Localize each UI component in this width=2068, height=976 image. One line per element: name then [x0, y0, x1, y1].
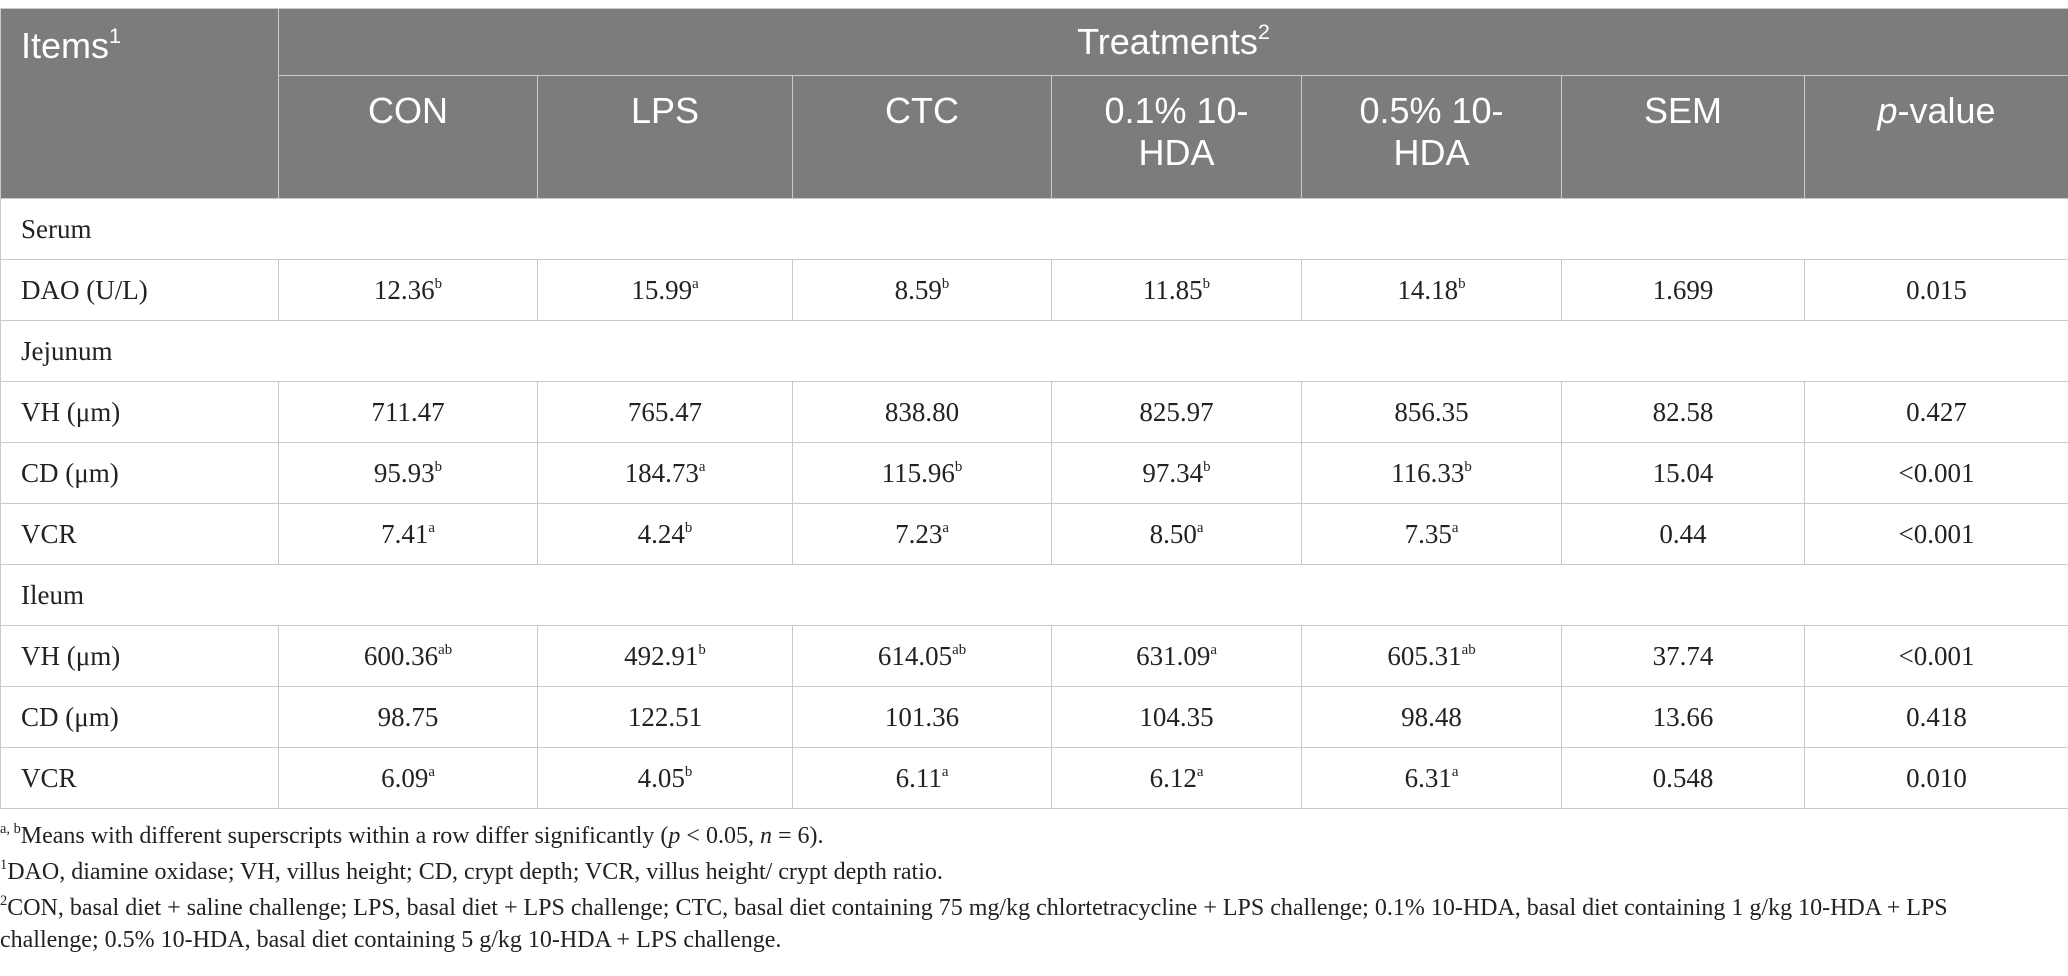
data-table	[0, 8, 2068, 809]
cell-value: 116.33	[1391, 457, 1465, 488]
table-cell	[793, 260, 1052, 321]
cell-superscript: a	[1451, 763, 1459, 780]
table-cell	[279, 504, 538, 565]
cell-value: 104.35	[1139, 701, 1214, 732]
table-row	[1, 443, 2068, 504]
row-label: VCR	[1, 504, 279, 565]
row-label: VCR	[1, 748, 279, 809]
cell-superscript: b	[434, 458, 443, 475]
cell-value: <0.001	[1898, 518, 1975, 549]
cell-value: 98.48	[1401, 701, 1462, 732]
table-row	[1, 260, 2068, 321]
cell-value: 101.36	[884, 701, 960, 732]
cell-value: 98.75	[377, 701, 439, 732]
table-cell	[793, 626, 1052, 687]
cell-value: 11.85	[1142, 274, 1203, 305]
table-cell	[1052, 443, 1302, 504]
table-cell	[1562, 504, 1805, 565]
cell-superscript: a	[942, 519, 949, 536]
table-cell	[793, 504, 1052, 565]
table-row	[1, 626, 2068, 687]
row-label: VH (μm)	[1, 382, 279, 443]
cell-value: 7.41	[381, 518, 429, 549]
table-cell	[1052, 260, 1302, 321]
cell-superscript: a	[1196, 519, 1204, 536]
table-cell	[538, 443, 793, 504]
cell-value: 838.80	[884, 396, 960, 427]
row-label: CD (μm)	[1, 443, 279, 504]
cell-value: 4.24	[637, 518, 685, 549]
header-hda-01: 0.1% 10-HDA	[1052, 76, 1302, 199]
table-cell	[793, 748, 1052, 809]
cell-value: 95.93	[373, 457, 435, 488]
footnotes	[0, 820, 2040, 960]
header-items: Items$^1$	[1, 9, 279, 199]
cell-value: 856.35	[1394, 396, 1469, 427]
cell-superscript: b	[1458, 275, 1466, 292]
table-cell	[538, 687, 793, 748]
table-cell	[1302, 687, 1562, 748]
table-cell	[1302, 382, 1562, 443]
table-cell	[279, 748, 538, 809]
table-cell	[538, 504, 793, 565]
cell-value: 8.59	[894, 274, 942, 305]
table-cell	[1052, 687, 1302, 748]
footnote-2: $^2$CON, basal diet + saline challenge; LPS, basal diet + LPS challenge; CTC, basal diet containing 75 mg/kg chlortetracycline + LPS challenge; 0.1% 10-HDA, basal diet containing 1 g/kg 10-HDA + LPS challenge; 0.5% 10-HDA, basal diet containing 5 g/kg 10-HDA + LPS challenge.	[0, 892, 1948, 953]
cell-value: 15.99	[631, 274, 693, 305]
header-con: CON	[279, 76, 538, 199]
table-row	[1, 748, 2068, 809]
table-cell	[279, 626, 538, 687]
cell-value: 825.97	[1139, 396, 1214, 427]
table-cell	[1562, 382, 1805, 443]
cell-value: <0.001	[1898, 457, 1975, 488]
cell-value: 492.91	[624, 640, 699, 671]
cell-value: 6.09	[381, 762, 429, 793]
cell-superscript: a	[698, 458, 706, 475]
cell-superscript: a	[428, 519, 435, 536]
table-cell	[1562, 626, 1805, 687]
table-row	[1, 504, 2068, 565]
table-cell	[793, 687, 1052, 748]
cell-value: 13.66	[1652, 701, 1714, 732]
cell-value: 6.12	[1149, 762, 1197, 793]
table-cell	[1805, 687, 2068, 748]
table-cell	[1805, 260, 2068, 321]
cell-superscript: a	[1210, 641, 1217, 658]
cell-value: 15.04	[1652, 457, 1714, 488]
table-cell	[1805, 626, 2068, 687]
cell-superscript: a	[941, 763, 949, 780]
cell-value: 0.44	[1659, 518, 1707, 549]
cell-value: 600.36	[363, 640, 439, 671]
table-row	[1, 687, 2068, 748]
cell-value: 122.51	[627, 701, 703, 732]
cell-value: 0.548	[1652, 762, 1714, 793]
table-cell	[1302, 748, 1562, 809]
cell-value: 0.015	[1906, 274, 1967, 305]
table-cell	[1052, 748, 1302, 809]
header-treatments: Treatments$^2$	[279, 9, 2068, 76]
cell-superscript: ab	[1461, 641, 1476, 658]
cell-superscript: ab	[438, 641, 453, 658]
table-cell	[1052, 382, 1302, 443]
table-cell	[1052, 626, 1302, 687]
cell-value: 7.23	[895, 518, 943, 549]
cell-superscript: b	[1203, 458, 1211, 475]
cell-value: 14.18	[1397, 274, 1459, 305]
table-cell	[1562, 443, 1805, 504]
header-sem: SEM	[1562, 76, 1805, 199]
cell-superscript: a	[428, 763, 435, 780]
table-cell	[538, 382, 793, 443]
cell-value: 37.74	[1652, 640, 1714, 671]
cell-superscript: ab	[952, 641, 967, 658]
section-row-ileum: Ileum	[1, 565, 2068, 626]
section-row-jejunum: Jejunum	[1, 321, 2068, 382]
cell-superscript: b	[1464, 458, 1472, 475]
header-pvalue: p-value	[1805, 76, 2068, 199]
table-cell	[1052, 504, 1302, 565]
cell-value: 631.09	[1136, 640, 1211, 671]
cell-value: 7.35	[1404, 518, 1452, 549]
cell-superscript: b	[684, 763, 693, 780]
table-cell	[1805, 748, 2068, 809]
row-label: CD (μm)	[1, 687, 279, 748]
table-cell	[1562, 687, 1805, 748]
cell-superscript: b	[941, 275, 950, 292]
table-cell	[1562, 748, 1805, 809]
cell-superscript: b	[954, 458, 963, 475]
footnote-1: $^1$DAO, diamine oxidase; VH, villus height; CD, crypt depth; VCR, villus height/ crypt depth ratio.	[0, 856, 943, 885]
table-cell	[538, 748, 793, 809]
header-ctc: CTC	[793, 76, 1052, 199]
table-cell	[1302, 504, 1562, 565]
table-cell	[1805, 443, 2068, 504]
cell-value: 605.31	[1387, 640, 1462, 671]
cell-superscript: a	[1196, 763, 1204, 780]
table-cell	[279, 260, 538, 321]
table-cell	[1302, 443, 1562, 504]
table-cell	[1805, 382, 2068, 443]
header-hda-05: 0.5% 10-HDA	[1302, 76, 1562, 199]
table-cell	[538, 260, 793, 321]
cell-value: 6.31	[1404, 762, 1452, 793]
table-cell	[1805, 504, 2068, 565]
cell-value: 12.36	[373, 274, 435, 305]
cell-superscript: b	[698, 641, 706, 658]
cell-value: 765.47	[627, 396, 703, 427]
cell-value: 97.34	[1142, 457, 1204, 488]
cell-superscript: a	[692, 275, 699, 292]
table-cell	[793, 443, 1052, 504]
cell-value: 0.427	[1906, 396, 1967, 427]
cell-value: 6.11	[895, 762, 942, 793]
table-cell	[1302, 626, 1562, 687]
cell-superscript: a	[1451, 519, 1459, 536]
cell-value: 4.05	[637, 762, 685, 793]
cell-value: 0.418	[1906, 701, 1967, 732]
table-cell	[1302, 260, 1562, 321]
cell-value: 184.73	[624, 457, 699, 488]
cell-value: <0.001	[1898, 640, 1975, 671]
cell-value: 614.05	[877, 640, 953, 671]
cell-value: 711.47	[371, 396, 445, 427]
footnote-ab: $^{a, b}$Means with different superscripts within a row differ significantly (p < 0.05, n = 6).	[0, 820, 824, 849]
table-cell	[279, 443, 538, 504]
cell-value: 1.699	[1652, 274, 1714, 305]
table-cell	[279, 687, 538, 748]
table-row	[1, 382, 2068, 443]
row-label: VH (μm)	[1, 626, 279, 687]
row-label: DAO (U/L)	[1, 260, 279, 321]
cell-superscript: b	[434, 275, 443, 292]
table-cell	[279, 382, 538, 443]
table-cell	[1562, 260, 1805, 321]
cell-value: 0.010	[1906, 762, 1967, 793]
section-row-serum: Serum	[1, 199, 2068, 260]
cell-superscript: b	[1202, 275, 1211, 292]
cell-superscript: b	[684, 519, 693, 536]
cell-value: 8.50	[1149, 518, 1197, 549]
header-lps: LPS	[538, 76, 793, 199]
cell-value: 82.58	[1652, 396, 1714, 427]
table-cell	[793, 382, 1052, 443]
table-cell	[538, 626, 793, 687]
cell-value: 115.96	[881, 457, 955, 488]
